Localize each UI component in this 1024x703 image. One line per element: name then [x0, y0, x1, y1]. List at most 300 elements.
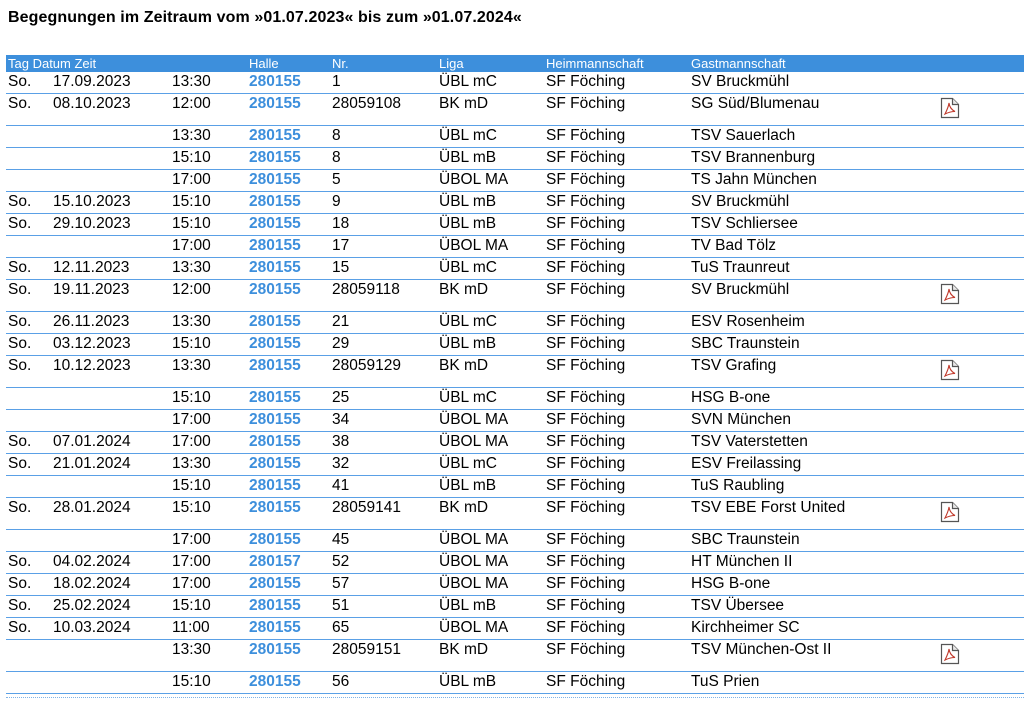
cell-nr: 32 [332, 455, 350, 472]
cell-nr: 38 [332, 433, 350, 450]
cell-datum: 17.09.2023 [53, 73, 131, 90]
cell-heimmannschaft: SF Föching [546, 641, 626, 658]
cell-gastmannschaft: TuS Raubling [691, 477, 785, 494]
hall-link[interactable]: 280155 [249, 531, 301, 548]
cell-liga: ÜBL mB [439, 215, 497, 232]
cell-liga: BK mD [439, 281, 489, 298]
hall-link[interactable]: 280155 [249, 193, 301, 210]
cell-tag [6, 410, 51, 432]
cell-tag: So. [8, 357, 32, 374]
column-header-nr: Nr. [330, 55, 437, 72]
cell-halle [247, 530, 330, 552]
cell-report [935, 170, 1024, 192]
table-row [6, 498, 1024, 530]
cell-report [935, 454, 1024, 476]
cell-liga: ÜBOL MA [439, 171, 509, 188]
cell-tag: So. [8, 499, 32, 516]
hall-link[interactable]: 280155 [249, 357, 301, 374]
cell-heimmannschaft: SF Föching [546, 193, 626, 210]
cell-tag [6, 388, 51, 410]
cell-datum [51, 530, 170, 552]
cell-nr: 8 [332, 149, 341, 166]
cell-datum: 10.03.2024 [53, 619, 131, 636]
hall-link[interactable]: 280155 [249, 127, 301, 144]
cell-tag [6, 530, 51, 552]
table-row [6, 236, 1024, 258]
column-header-heimmannschaft: Heimmannschaft [544, 55, 689, 72]
cell-liga: ÜBL mB [439, 335, 497, 352]
cell-liga: ÜBOL MA [439, 433, 509, 450]
cell-tag: So. [8, 619, 32, 636]
cell-report [935, 574, 1024, 596]
cell-zeit: 15:10 [172, 499, 211, 516]
pdf-report-icon[interactable] [940, 359, 960, 387]
cell-halle [247, 672, 330, 694]
cell-halle [247, 432, 330, 454]
cell-heimmannschaft: SF Föching [546, 575, 626, 592]
cell-report [935, 214, 1024, 236]
cell-halle [247, 258, 330, 280]
cell-liga: ÜBL mC [439, 313, 498, 330]
cell-heimmannschaft: SF Föching [546, 259, 626, 276]
cell-heimmannschaft: SF Föching [546, 357, 626, 374]
cell-datum: 19.11.2023 [53, 281, 130, 298]
cell-report [935, 476, 1024, 498]
cell-liga: ÜBL mB [439, 477, 497, 494]
cell-report [935, 72, 1024, 94]
cell-datum: 28.01.2024 [53, 499, 131, 516]
cell-heimmannschaft: SF Föching [546, 149, 626, 166]
cell-heimmannschaft: SF Föching [546, 335, 626, 352]
table-row [6, 356, 1024, 388]
cell-datum: 08.10.2023 [53, 95, 131, 112]
cell-gastmannschaft: Kirchheimer SC [691, 619, 800, 636]
cell-datum [51, 476, 170, 498]
cell-liga: ÜBOL MA [439, 237, 509, 254]
cell-heimmannschaft: SF Föching [546, 215, 626, 232]
hall-link[interactable]: 280155 [249, 619, 301, 636]
cell-zeit: 12:00 [172, 281, 211, 298]
cell-heimmannschaft: SF Föching [546, 673, 626, 690]
cell-zeit: 15:10 [172, 215, 211, 232]
cell-halle [247, 596, 330, 618]
cell-nr: 17 [332, 237, 350, 254]
cell-heimmannschaft: SF Föching [546, 127, 626, 144]
table-row [6, 476, 1024, 498]
cell-tag: So. [8, 73, 32, 90]
hall-link[interactable]: 280155 [249, 597, 301, 614]
column-header-report [935, 55, 1024, 72]
cell-heimmannschaft: SF Föching [546, 389, 626, 406]
cell-zeit: 13:30 [172, 73, 211, 90]
column-header-tag-datum-zeit: Tag Datum Zeit [6, 55, 247, 72]
hall-link[interactable]: 280155 [249, 237, 301, 254]
table-row [6, 148, 1024, 170]
table-row [6, 192, 1024, 214]
hall-link[interactable]: 280157 [249, 553, 301, 570]
cell-gastmannschaft: SV Bruckmühl [691, 193, 790, 210]
table-body [6, 72, 1024, 694]
cell-gastmannschaft: SBC Traunstein [691, 335, 800, 352]
hall-link[interactable]: 280155 [249, 171, 301, 188]
pdf-report-icon[interactable] [940, 97, 960, 125]
table-row [6, 126, 1024, 148]
cell-zeit: 11:00 [172, 619, 210, 636]
cell-report [935, 672, 1024, 694]
cell-liga: BK mD [439, 499, 489, 516]
hall-link[interactable]: 280155 [249, 95, 301, 112]
cell-zeit: 15:10 [172, 673, 211, 690]
cell-gastmannschaft: TuS Traunreut [691, 259, 790, 276]
cell-liga: BK mD [439, 95, 489, 112]
cell-tag: So. [8, 259, 32, 276]
cell-report [935, 312, 1024, 334]
cell-gastmannschaft: TSV EBE Forst United [691, 499, 846, 516]
cell-tag [6, 148, 51, 170]
cell-nr: 28059141 [332, 499, 401, 516]
cell-nr: 57 [332, 575, 350, 592]
cell-zeit: 15:10 [172, 477, 211, 494]
cell-liga: ÜBL mB [439, 149, 497, 166]
cell-gastmannschaft: SV Bruckmühl [691, 281, 790, 298]
cell-datum: 21.01.2024 [53, 455, 131, 472]
cell-nr: 41 [332, 477, 350, 494]
cell-liga: ÜBL mC [439, 389, 498, 406]
cell-halle [247, 94, 330, 126]
cell-heimmannschaft: SF Föching [546, 553, 626, 570]
cell-report [935, 640, 1024, 672]
cell-datum: 18.02.2024 [53, 575, 131, 592]
cell-gastmannschaft: ESV Rosenheim [691, 313, 805, 330]
cell-report [935, 618, 1024, 640]
hall-link[interactable]: 280155 [249, 73, 301, 90]
cell-zeit: 15:10 [172, 149, 211, 166]
cell-tag: So. [8, 313, 32, 330]
column-header-halle: Halle [247, 55, 330, 72]
cell-gastmannschaft: HSG B-one [691, 389, 771, 406]
cell-heimmannschaft: SF Föching [546, 477, 626, 494]
cell-report [935, 530, 1024, 552]
cell-datum: 15.10.2023 [53, 193, 131, 210]
table-row [6, 618, 1024, 640]
cell-report [935, 498, 1024, 530]
cell-halle [247, 148, 330, 170]
cell-heimmannschaft: SF Föching [546, 73, 626, 90]
cell-liga: ÜBOL MA [439, 575, 509, 592]
table-row [6, 596, 1024, 618]
cell-halle [247, 214, 330, 236]
cell-report [935, 258, 1024, 280]
hall-link[interactable]: 280155 [249, 499, 301, 516]
bottom-divider [6, 697, 1024, 698]
cell-tag: So. [8, 455, 32, 472]
cell-halle [247, 170, 330, 192]
cell-gastmannschaft: TV Bad Tölz [691, 237, 777, 254]
cell-report [935, 236, 1024, 258]
cell-datum: 25.02.2024 [53, 597, 131, 614]
cell-tag [6, 126, 51, 148]
cell-liga: ÜBOL MA [439, 531, 509, 548]
cell-zeit: 17:00 [172, 531, 211, 548]
cell-tag [6, 236, 51, 258]
hall-link[interactable]: 280155 [249, 455, 301, 472]
cell-gastmannschaft: SVN München [691, 411, 791, 428]
cell-tag: So. [8, 597, 32, 614]
cell-tag: So. [8, 433, 32, 450]
cell-zeit: 13:30 [172, 357, 211, 374]
cell-halle [247, 236, 330, 258]
cell-zeit: 15:10 [172, 335, 211, 352]
cell-datum: 07.01.2024 [53, 433, 131, 450]
cell-halle [247, 498, 330, 530]
table-row [6, 432, 1024, 454]
cell-heimmannschaft: SF Föching [546, 171, 626, 188]
cell-heimmannschaft: SF Föching [546, 237, 626, 254]
cell-gastmannschaft: SG Süd/Blumenau [691, 95, 820, 112]
cell-tag: So. [8, 215, 32, 232]
cell-zeit: 13:30 [172, 313, 211, 330]
cell-liga: ÜBL mC [439, 127, 498, 144]
cell-datum [51, 640, 170, 672]
cell-liga: ÜBL mC [439, 73, 498, 90]
table-header-row [6, 55, 1024, 72]
cell-liga: BK mD [439, 641, 489, 658]
cell-tag [6, 170, 51, 192]
cell-zeit: 13:30 [172, 455, 211, 472]
cell-halle [247, 454, 330, 476]
cell-heimmannschaft: SF Föching [546, 499, 626, 516]
cell-tag [6, 640, 51, 672]
pdf-report-icon[interactable] [940, 501, 960, 529]
cell-datum: 12.11.2023 [53, 259, 130, 276]
cell-zeit: 12:00 [172, 95, 211, 112]
cell-nr: 21 [332, 313, 350, 330]
cell-halle [247, 640, 330, 672]
cell-halle [247, 476, 330, 498]
cell-nr: 28059118 [332, 281, 400, 298]
table-row [6, 280, 1024, 312]
cell-halle [247, 388, 330, 410]
cell-report [935, 356, 1024, 388]
cell-nr: 1 [332, 73, 341, 90]
cell-liga: ÜBOL MA [439, 553, 509, 570]
column-header-gastmannschaft: Gastmannschaft [689, 55, 935, 72]
cell-halle [247, 192, 330, 214]
cell-zeit: 13:30 [172, 641, 211, 658]
cell-datum: 10.12.2023 [53, 357, 131, 374]
cell-halle [247, 552, 330, 574]
cell-gastmannschaft: ESV Freilassing [691, 455, 802, 472]
cell-nr: 65 [332, 619, 350, 636]
cell-heimmannschaft: SF Föching [546, 619, 626, 636]
cell-datum [51, 410, 170, 432]
cell-report [935, 280, 1024, 312]
cell-report [935, 148, 1024, 170]
cell-nr: 28059129 [332, 357, 401, 374]
cell-zeit: 17:00 [172, 553, 211, 570]
pdf-report-icon[interactable] [940, 283, 960, 311]
cell-datum: 04.02.2024 [53, 553, 131, 570]
cell-zeit: 13:30 [172, 259, 211, 276]
table-row [6, 312, 1024, 334]
cell-liga: ÜBL mB [439, 673, 497, 690]
cell-tag [6, 476, 51, 498]
hall-link[interactable]: 280155 [249, 313, 301, 330]
cell-nr: 5 [332, 171, 341, 188]
cell-halle [247, 618, 330, 640]
hall-link[interactable]: 280155 [249, 389, 301, 406]
cell-gastmannschaft: TSV München-Ost II [691, 641, 832, 658]
cell-heimmannschaft: SF Föching [546, 281, 626, 298]
hall-link[interactable]: 280155 [249, 477, 301, 494]
cell-report [935, 94, 1024, 126]
cell-gastmannschaft: TSV Übersee [691, 597, 785, 614]
schedule-table [6, 55, 1024, 694]
cell-heimmannschaft: SF Föching [546, 411, 626, 428]
hall-link[interactable]: 280155 [249, 149, 301, 166]
cell-report [935, 126, 1024, 148]
cell-report [935, 192, 1024, 214]
cell-gastmannschaft: SV Bruckmühl [691, 73, 790, 90]
cell-nr: 51 [332, 597, 350, 614]
cell-halle [247, 574, 330, 596]
table-row [6, 640, 1024, 672]
cell-halle [247, 280, 330, 312]
cell-report [935, 596, 1024, 618]
cell-report [935, 388, 1024, 410]
table-row [6, 388, 1024, 410]
cell-tag: So. [8, 95, 32, 112]
hall-link[interactable]: 280155 [249, 433, 301, 450]
table-row [6, 454, 1024, 476]
cell-zeit: 15:10 [172, 389, 211, 406]
table-row [6, 574, 1024, 596]
table-row [6, 552, 1024, 574]
table-row [6, 94, 1024, 126]
cell-liga: ÜBL mB [439, 597, 497, 614]
hall-link[interactable]: 280155 [249, 215, 301, 232]
cell-zeit: 15:10 [172, 597, 211, 614]
cell-liga: ÜBL mC [439, 455, 498, 472]
cell-gastmannschaft: HSG B-one [691, 575, 771, 592]
cell-zeit: 17:00 [172, 171, 211, 188]
cell-halle [247, 72, 330, 94]
cell-nr: 28059151 [332, 641, 401, 658]
hall-link[interactable]: 280155 [249, 281, 301, 298]
hall-link[interactable]: 280155 [249, 575, 301, 592]
cell-heimmannschaft: SF Föching [546, 313, 626, 330]
cell-nr: 56 [332, 673, 350, 690]
cell-liga: ÜBL mB [439, 193, 497, 210]
hall-link[interactable]: 280155 [249, 335, 301, 352]
table-row [6, 530, 1024, 552]
cell-liga: ÜBOL MA [439, 619, 509, 636]
cell-datum [51, 126, 170, 148]
cell-gastmannschaft: TS Jahn München [691, 171, 817, 188]
cell-datum [51, 388, 170, 410]
cell-zeit: 17:00 [172, 237, 211, 254]
hall-link[interactable]: 280155 [249, 673, 301, 690]
cell-nr: 29 [332, 335, 350, 352]
cell-tag [6, 672, 51, 694]
cell-report [935, 410, 1024, 432]
hall-link[interactable]: 280155 [249, 259, 301, 276]
cell-nr: 52 [332, 553, 350, 570]
column-header-liga: Liga [437, 55, 544, 72]
cell-nr: 45 [332, 531, 350, 548]
cell-gastmannschaft: TSV Brannenburg [691, 149, 816, 166]
cell-heimmannschaft: SF Föching [546, 531, 626, 548]
page-title: Begegnungen im Zeitraum vom »01.07.2023« bis zum »01.07.2024« [8, 9, 522, 26]
cell-datum: 26.11.2023 [53, 313, 130, 330]
cell-gastmannschaft: TuS Prien [691, 673, 760, 690]
table-row [6, 672, 1024, 694]
cell-report [935, 432, 1024, 454]
cell-halle [247, 410, 330, 432]
cell-tag: So. [8, 193, 32, 210]
cell-liga: BK mD [439, 357, 489, 374]
cell-tag: So. [8, 335, 32, 352]
cell-tag: So. [8, 575, 32, 592]
cell-halle [247, 126, 330, 148]
cell-zeit: 15:10 [172, 193, 211, 210]
cell-halle [247, 356, 330, 388]
cell-tag: So. [8, 281, 32, 298]
cell-gastmannschaft: TSV Grafing [691, 357, 777, 374]
pdf-report-icon[interactable] [940, 643, 960, 671]
cell-nr: 9 [332, 193, 341, 210]
cell-datum [51, 672, 170, 694]
cell-zeit: 17:00 [172, 411, 211, 428]
cell-gastmannschaft: TSV Schliersee [691, 215, 798, 232]
cell-zeit: 17:00 [172, 575, 211, 592]
cell-gastmannschaft: TSV Sauerlach [691, 127, 796, 144]
cell-nr: 34 [332, 411, 350, 428]
table-row [6, 170, 1024, 192]
table-row [6, 334, 1024, 356]
cell-datum: 29.10.2023 [53, 215, 131, 232]
cell-heimmannschaft: SF Föching [546, 455, 626, 472]
cell-zeit: 17:00 [172, 433, 211, 450]
cell-halle [247, 334, 330, 356]
table-row [6, 258, 1024, 280]
hall-link[interactable]: 280155 [249, 411, 301, 428]
cell-report [935, 552, 1024, 574]
cell-nr: 8 [332, 127, 341, 144]
cell-zeit: 13:30 [172, 127, 211, 144]
cell-liga: ÜBOL MA [439, 411, 509, 428]
cell-datum: 03.12.2023 [53, 335, 131, 352]
table-row [6, 410, 1024, 432]
cell-heimmannschaft: SF Föching [546, 95, 626, 112]
cell-report [935, 334, 1024, 356]
cell-datum [51, 236, 170, 258]
cell-tag: So. [8, 553, 32, 570]
cell-halle [247, 312, 330, 334]
cell-datum [51, 148, 170, 170]
cell-nr: 25 [332, 389, 350, 406]
table-row [6, 72, 1024, 94]
cell-nr: 18 [332, 215, 350, 232]
cell-nr: 28059108 [332, 95, 401, 112]
table-row [6, 214, 1024, 236]
cell-heimmannschaft: SF Föching [546, 597, 626, 614]
cell-gastmannschaft: TSV Vaterstetten [691, 433, 808, 450]
cell-gastmannschaft: HT München II [691, 553, 793, 570]
cell-liga: ÜBL mC [439, 259, 498, 276]
hall-link[interactable]: 280155 [249, 641, 301, 658]
cell-nr: 15 [332, 259, 350, 276]
